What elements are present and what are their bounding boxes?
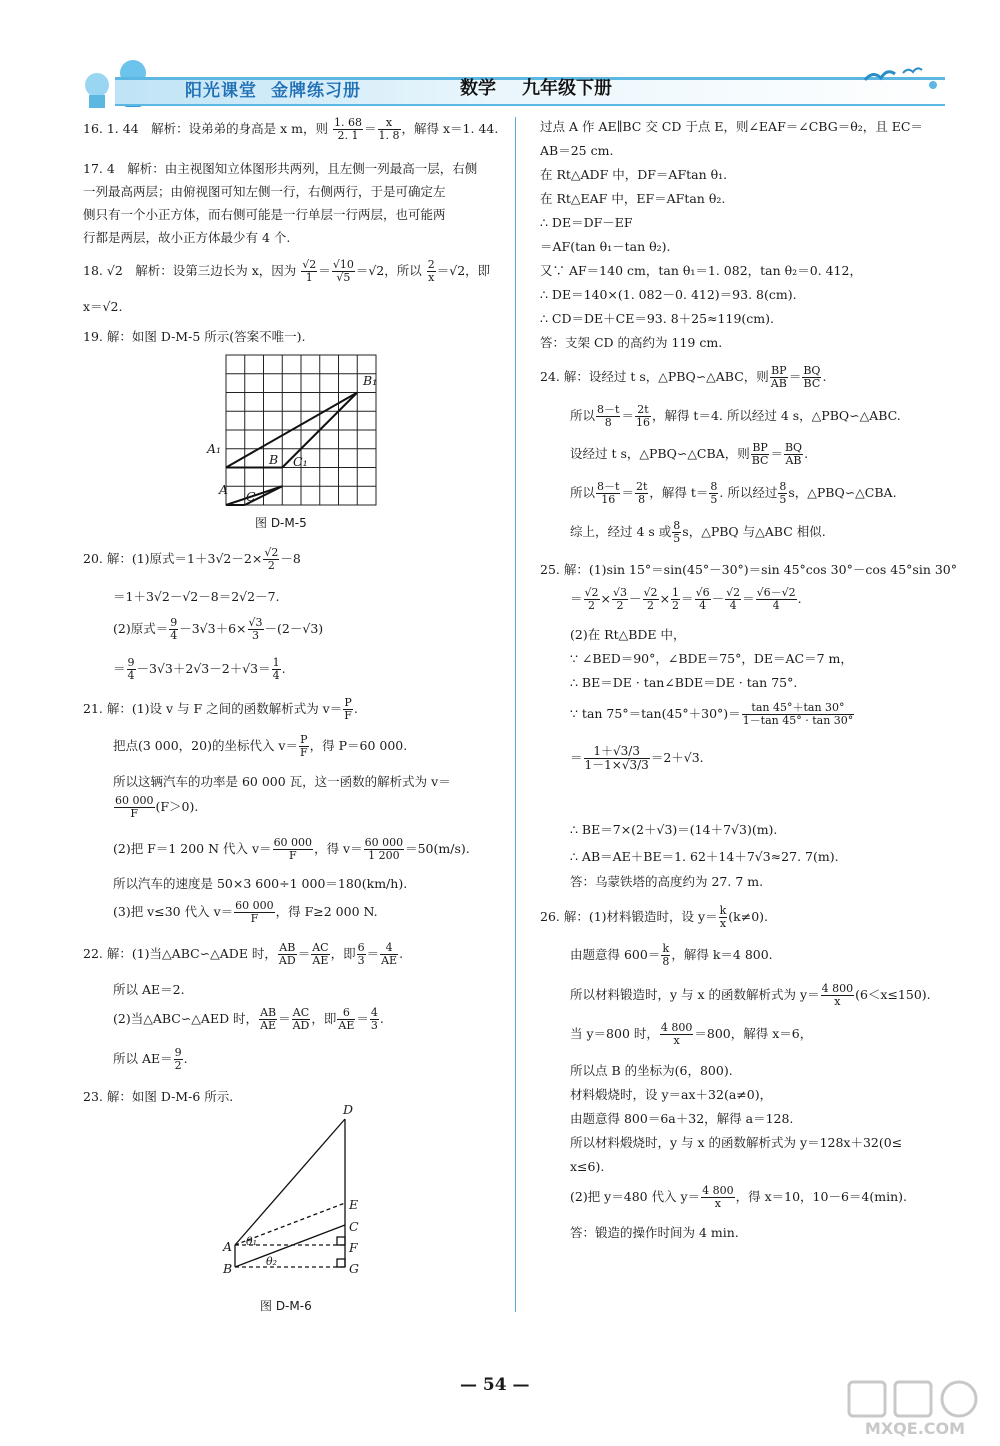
q20-line4: ＝ $\frac{9}{4}$ －3√3＋2√3－2＋√3＝ $\frac{1}{4}$ . [113,656,286,683]
q17-line3: 侧只有一个小正方体，而右侧可能是一行单层一行两层，也可能两 [83,207,446,222]
q23-right-line7: 又∵ AF＝140 cm，tan θ₁＝1. 082，tan θ₂＝0. 412， [540,263,862,278]
q20-line3: (2)原式＝ $\frac{9}{4}$ －3√3＋6× $\frac{√3}{3}$ －(2－√3) [113,616,324,643]
header-banner [75,55,945,110]
q18-line2: x＝√2. [83,299,123,314]
q25-line2: ＝ $\frac{√2}{2}$ × $\frac{√3}{2}$ － $\frac{√2}{2}$ × $\frac{1}{2}$ ＝ $\frac{√6}{4}$ － $\frac{√2}{4}$ ＝ $\frac{√6-√2}{4}$ . [570,586,802,613]
q19: 19. 解：如图 D-M-5 所示(答案不唯一). [83,329,306,344]
q21-line4: $\frac{60 000}{F}$ (F＞0). [115,794,199,821]
q26-line8: 所以材料煅烧时，y 与 x 的函数解析式为 y＝128x＋32(0≤ [570,1135,903,1150]
q26-line1: 26. 解：(1)材料锻造时，设 y＝ $\frac{k}{x}$ (k≠0). [540,904,769,931]
birds-icon [845,55,945,95]
q26-line2: 由题意得 600＝ $\frac{k}{8}$ ，解得 k＝4 800. [570,942,773,969]
q25-line9: ∴ AB＝AE＋BE＝1. 62＋14＋7√3≈27. 7(m). [570,849,839,864]
q24-line4: 所以 $\frac{8-t}{16}$ ＝ $\frac{2t}{8}$ ，解得 t＝ $\frac{8}{5}$ . 所以经过 $\frac{8}{5}$ s，△PBQ∽△CBA. [570,480,897,507]
watermark-logo [845,1378,985,1440]
q21-line1: 21. 解：(1)设 v 与 F 之间的函数解析式为 v＝ $\frac{P}{F}$ . [83,696,358,723]
q23-right-line4: 在 Rt△EAF 中，EF＝AFtan θ₂. [540,191,726,206]
grade: 九年级下册 [522,78,612,99]
q25-line4: ∵ ∠BED＝90°，∠BDE＝75°，DE＝AC＝7 m， [570,651,853,666]
q24-line5: 综上，经过 4 s 或 $\frac{8}{5}$ s，△PBQ 与△ABC 相似. [570,519,826,546]
q22-line3: (2)当△ABC∽△AED 时， $\frac{AB}{AE}$ ＝ $\frac{AC}{AD}$ ，即 $\frac{6}{AE}$ ＝ $\frac{4}{3}$ . [113,1006,384,1033]
fig6-label-e: E [349,1197,359,1212]
q23: 23. 解：如图 D-M-6 所示. [83,1089,234,1104]
fig6-caption: 图 D-M-6 [260,1299,312,1313]
q21-line5: (2)把 F＝1 200 N 代入 v＝ $\frac{60 000}{F}$ ，得 v＝ $\frac{60 000}{1 200}$ ＝50(m/s). [113,836,470,863]
q26-line6: 材料煅烧时，设 y＝ax＋32(a≠0)， [570,1087,773,1102]
page-number: — 54 — [460,1375,530,1395]
watermark-text: MXQE.COM [864,1419,966,1438]
q24-line1: 24. 解：设经过 t s，△PBQ∽△ABC，则 $\frac{BP}{AB}$ ＝ $\frac{BQ}{BC}$ . [540,364,827,391]
q21-line7: (3)把 v≤30 代入 v＝ $\frac{60 000}{F}$ ，得 F≥2 000 N. [113,899,378,926]
q23-right-line8: ∴ DE＝140×(1. 082－0. 412)＝93. 8(cm). [540,287,797,302]
q17-line2: 一列最高两层；由俯视图可知左侧一行，右侧两行，于是可确定左 [83,184,446,199]
q20-line1: 20. 解：(1)原式＝1＋3√2－2× $\frac{√2}{2}$ －8 [83,546,301,573]
q18-line1: 18. √2 解析：设第三边长为 x，因为 $\frac{√2}{1}$ ＝ $\frac{√10}{√5}$ ＝√2，所以 $\frac{2}{x}$ ＝√2，即 [83,258,491,285]
q17-line4: 行都是两层，故小正方体最少有 4 个. [83,230,291,245]
q25-line5: ∴ BE＝DE · tan∠BDE＝DE · tan 75°. [570,675,798,690]
fig6-label-f: F [349,1240,358,1255]
fig5-label-a1: A₁ [207,441,222,456]
q25-line3: (2)在 Rt△BDE 中， [570,627,686,642]
series-title [185,76,375,101]
fig6-label-d: D [343,1102,354,1117]
q26-line3: 所以材料锻造时，y 与 x 的函数解析式为 y＝ $\frac{4 800}{x}$ (6＜x≤150). [570,982,931,1009]
q21-line6: 所以汽车的速度是 50×3 600÷1 000＝180(km/h). [113,876,408,891]
fig5-label-c1: C₁ [293,454,308,469]
q26-line11: 答：锻造的操作时间为 4 min. [570,1225,739,1240]
q25-line8: ∴ BE＝7×(2＋√3)＝(14＋7√3)(m). [570,822,778,837]
q25-line10: 答：乌蒙铁塔的高度约为 27. 7 m. [570,874,764,889]
fig6-theta1: θ₁ [246,1235,258,1248]
column-divider [515,117,516,1312]
q17-line1: 17. 4 解析：由主视图知立体图形共两列，且左侧一列最高一层，右侧 [83,161,478,176]
q23-right-line2: AB＝25 cm. [540,143,614,158]
book-name: 金牌练习册 [271,81,361,101]
fig5-label-b: B [269,452,279,467]
q25-line6: ∵ tan 75°＝tan(45°＋30°)＝ $\frac{\tan 45^\circ+\tan 30^\circ}{1-\tan 45^\circ \cdot \tan 30^\circ}$ [570,701,854,728]
q26-line5: 所以点 B 的坐标为(6，800). [570,1063,733,1078]
fig5-label-b1: B₁ [363,373,378,388]
q23-right-line1: 过点 A 作 AE∥BC 交 CD 于点 E，则∠EAF＝∠CBG＝θ₂，且 EC＝ [540,119,923,134]
fig5-label-a: A [219,482,229,497]
q23-right-line5: ∴ DE＝DF－EF [540,215,633,230]
q23-right-line6: ＝AF(tan θ₁－tan θ₂). [540,239,671,254]
q26-line10: (2)把 y＝480 代入 y＝ $\frac{4 800}{x}$ ，得 x＝10，10－6＝4(min). [570,1184,907,1211]
fig6-theta2: θ₂ [266,1255,278,1268]
q26-line4: 当 y＝800 时， $\frac{4 800}{x}$ ＝800，解得 x＝6， [570,1021,813,1048]
fig6-label-g: G [349,1261,359,1276]
q26-line7: 由题意得 800＝6a＋32，解得 a＝128. [570,1111,794,1126]
q21-line3: 所以这辆汽车的功率是 60 000 瓦，这一函数的解析式为 v＝ [113,774,451,789]
q21-line2: 把点(3 000，20)的坐标代入 v＝ $\frac{P}{F}$ ，得 P＝60 000. [113,733,408,760]
fig6-label-b: B [223,1261,233,1276]
fig6-label-a: A [223,1239,233,1254]
fig5-caption: 图 D-M-5 [255,516,307,530]
q22-line4: 所以 AE＝ $\frac{9}{2}$ . [113,1046,188,1073]
fig5-label-c: C [246,489,256,504]
q22-line2: 所以 AE＝2. [113,982,185,997]
q23-right-line9: ∴ CD＝DE＋CE＝93. 8＋25≈119(cm). [540,311,774,326]
q20-line2: ＝1＋3√2－√2－8＝2√2－7. [113,589,280,604]
subject: 数学 [460,78,496,99]
q24-line3: 设经过 t s，△PBQ∽△CBA，则 $\frac{BP}{BC}$ ＝ $\frac{BQ}{AB}$ . [570,441,809,468]
q25-line7: ＝ $\frac{1+√3/3}{1-1\times√3/3}$ ＝2＋√3. [570,744,704,773]
subject-grade [460,74,638,100]
q22-line1: 22. 解：(1)当△ABC∽△ADE 时， $\frac{AB}{AD}$ ＝ $\frac{AC}{AE}$ ，即 $\frac{6}{3}$ ＝ $\frac{4}{AE}$ . [83,941,404,968]
q16: 16. 1. 44 解析：设弟弟的身高是 x m，则 $\frac{1. 68}{2. 1}$ ＝ $\frac{x}{1. 8}$ ，解得 x＝1. 44. [83,116,499,143]
q23-right-line3: 在 Rt△ADF 中，DF＝AFtan θ₁. [540,167,728,182]
q26-line9: x≤6). [570,1159,605,1174]
q23-right-line10: 答：支架 CD 的高约为 119 cm. [540,335,723,350]
q25-line1: 25. 解：(1)sin 15°＝sin(45°－30°)＝sin 45°cos 30°－cos 45°sin 30° [540,562,958,577]
fig6-label-c: C [349,1219,359,1234]
series-name: 阳光课堂 [185,81,257,101]
q24-line2: 所以 $\frac{8-t}{8}$ ＝ $\frac{2t}{16}$ ，解得 t＝4. 所以经过 4 s，△PBQ∽△ABC. [570,403,901,430]
